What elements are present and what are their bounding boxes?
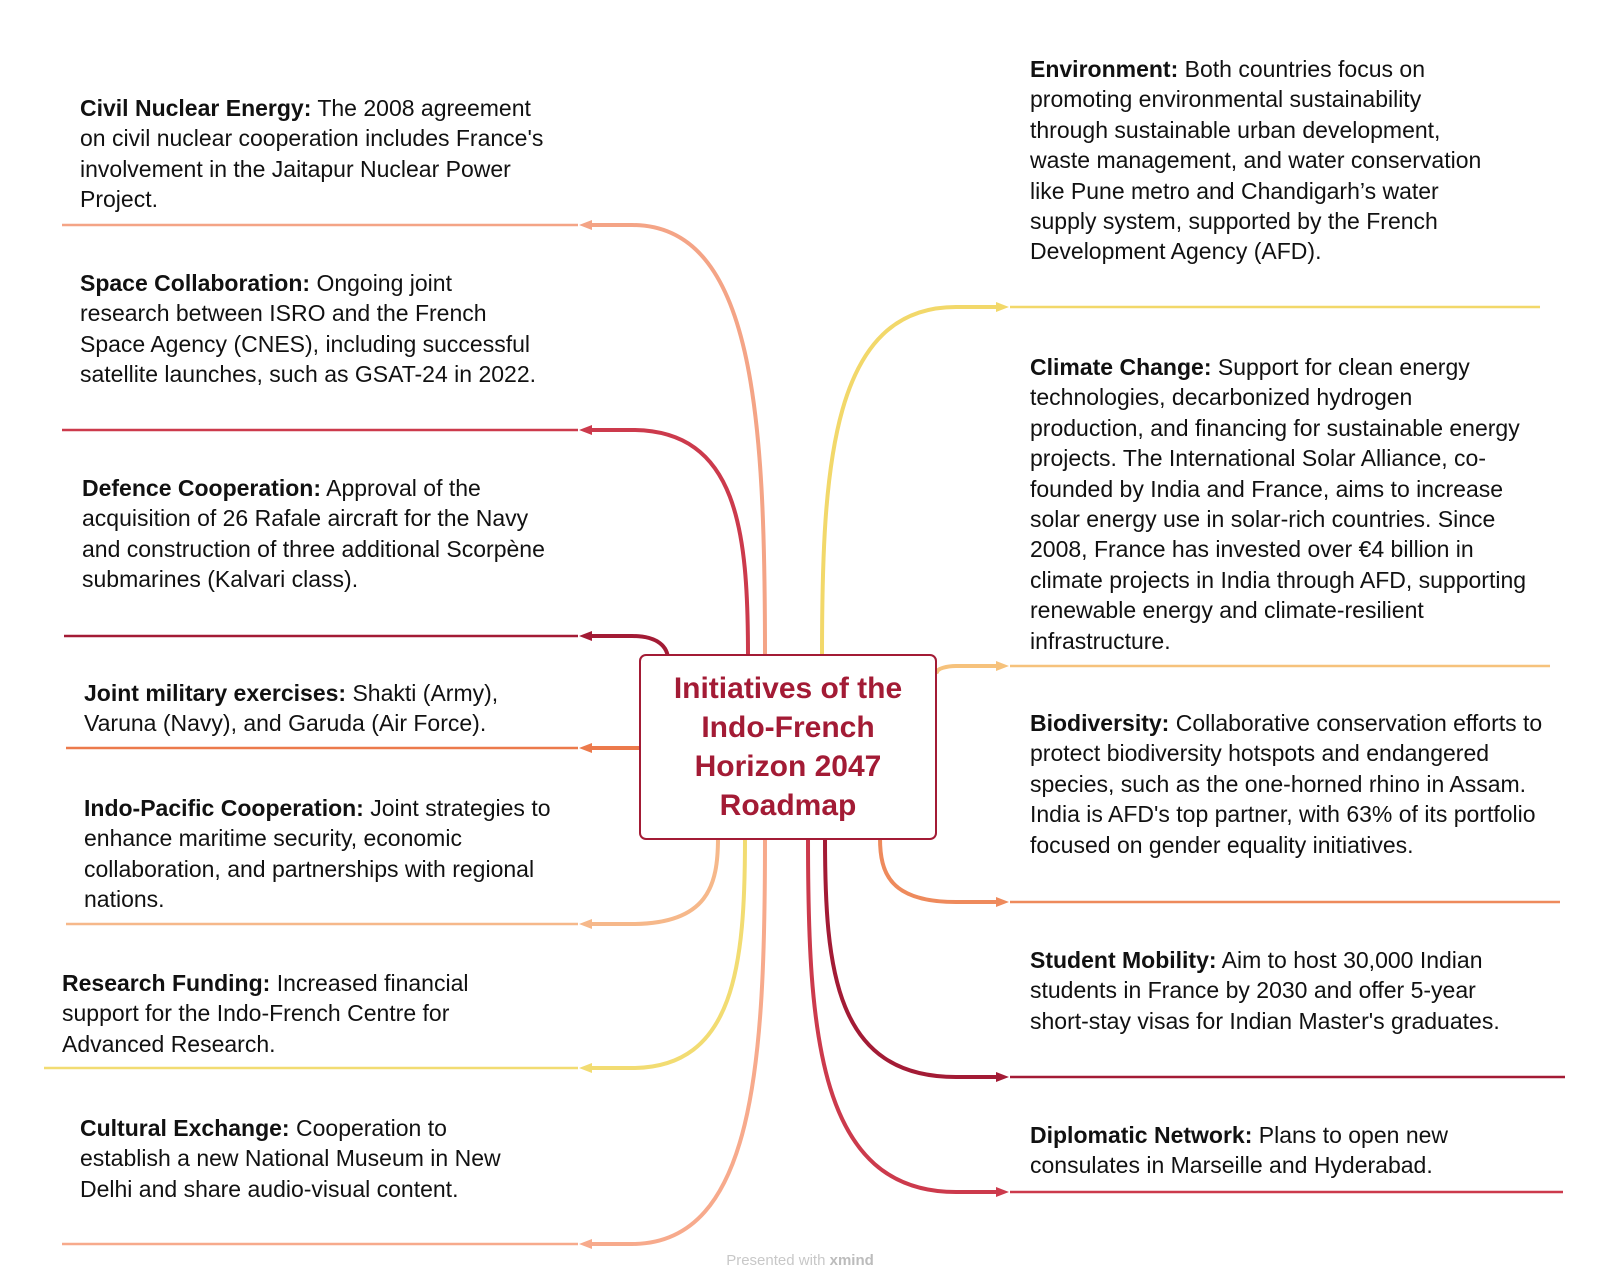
arrow-head-icon	[996, 1072, 1009, 1082]
arrow-head-icon	[579, 1063, 592, 1073]
topic-text: Aim to host 30,000 Indian students in France by 2030 and offer 5-year short-stay visas for Indian Master's graduates.	[1030, 947, 1500, 1034]
topic-heading: Cultural Exchange:	[80, 1115, 290, 1141]
arrow-head-icon	[996, 661, 1009, 671]
topic-heading: Environment:	[1030, 56, 1179, 82]
topic-joint-military-exercises	[84, 678, 564, 739]
topic-biodiversity	[1030, 708, 1560, 860]
topic-heading: Civil Nuclear Energy:	[80, 95, 312, 121]
arrow-head-icon	[579, 743, 592, 753]
topic-student-mobility	[1030, 945, 1535, 1036]
topic-heading: Indo-Pacific Cooperation:	[84, 795, 364, 821]
topic-text: Joint strategies to enhance maritime security, economic collaboration, and partnerships with regional nations.	[84, 795, 551, 913]
branch-research-funding	[592, 838, 745, 1068]
arrow-head-icon	[996, 897, 1009, 907]
central-topic[interactable]	[639, 654, 937, 840]
topic-defence-cooperation	[82, 473, 562, 595]
topic-heading: Student Mobility:	[1030, 947, 1217, 973]
arrow-head-icon	[996, 1187, 1009, 1197]
topic-text: Cooperation to establish a new National Museum in New Delhi and share audio-visual content.	[80, 1115, 501, 1202]
topic-heading: Diplomatic Network:	[1030, 1122, 1253, 1148]
topic-heading: Biodiversity:	[1030, 710, 1170, 736]
topic-cultural-exchange	[80, 1113, 520, 1204]
topic-space-collaboration	[80, 268, 540, 390]
topic-civil-nuclear-energy	[80, 93, 560, 215]
arrow-head-icon	[579, 220, 592, 230]
xmind-logo: xmind	[829, 1252, 874, 1269]
topic-climate-change	[1030, 352, 1530, 656]
topic-heading: Research Funding:	[62, 970, 271, 996]
topic-text: Shakti (Army), Varuna (Navy), and Garuda (Air Force).	[84, 680, 499, 737]
topic-text: Both countries focus on promoting environmental sustainability through sustainable urban development, waste management, and water conservation like Pune metro and Chandigarh’s water supply system, supported by the French Development Agency (AFD).	[1030, 56, 1482, 265]
arrow-head-icon	[579, 631, 592, 641]
topic-environment	[1030, 54, 1500, 267]
arrow-head-icon	[579, 425, 592, 435]
branch-environment	[822, 307, 996, 656]
topic-indo-pacific-cooperation	[84, 793, 564, 915]
topic-text: Support for clean energy technologies, decarbonized hydrogen production, and financing for sustainable energy projects. The International Solar Alliance, co-founded by India and France, aims to increase solar energy use in solar-rich countries. Since 2008, France has invested over €4 billion in climate projects in India through AFD, supporting renewable energy and climate-resilient infrastructure.	[1030, 354, 1527, 654]
topic-text: Collaborative conservation efforts to protect biodiversity hotspots and endangered species, such as the one-horned rhino in Assam. India is AFD's top partner, with 63% of its portfolio focused on gender equality initiatives.	[1030, 710, 1543, 858]
footer-prefix: Presented with	[726, 1252, 826, 1269]
topic-heading: Defence Cooperation:	[82, 475, 321, 501]
branch-cultural-exchange	[592, 838, 765, 1244]
arrow-head-icon	[579, 1239, 592, 1249]
topic-diplomatic-network	[1030, 1120, 1510, 1181]
topic-heading: Climate Change:	[1030, 354, 1212, 380]
branch-student-mobility	[825, 838, 996, 1077]
topic-heading: Space Collaboration:	[80, 270, 311, 296]
topic-text: The 2008 agreement on civil nuclear cooperation includes France's involvement in the Jaitapur Nuclear Power Project.	[80, 95, 544, 213]
central-topic-title: Initiatives of the Indo-French Horizon 2047 Roadmap	[673, 672, 903, 822]
branch-indo-pacific	[592, 838, 718, 924]
branch-space	[592, 430, 748, 656]
footer-watermark	[0, 1252, 1600, 1269]
topic-heading: Joint military exercises:	[84, 680, 347, 706]
arrow-head-icon	[579, 919, 592, 929]
arrow-head-icon	[996, 302, 1009, 312]
topic-text: Increased financial support for the Indo-French Centre for Advanced Research.	[62, 970, 469, 1057]
topic-research-funding	[62, 968, 532, 1059]
topic-text: Ongoing joint research between ISRO and the French Space Agency (CNES), including successful satellite launches, such as GSAT-24 in 2022.	[80, 270, 537, 388]
topic-text: Plans to open new consulates in Marseille and Hyderabad.	[1030, 1122, 1449, 1179]
branch-biodiversity	[880, 838, 996, 902]
branch-climate-change	[937, 666, 996, 672]
topic-text: Approval of the acquisition of 26 Rafale aircraft for the Navy and construction of three additional Scorpène submarines (Kalvari class).	[82, 475, 545, 593]
